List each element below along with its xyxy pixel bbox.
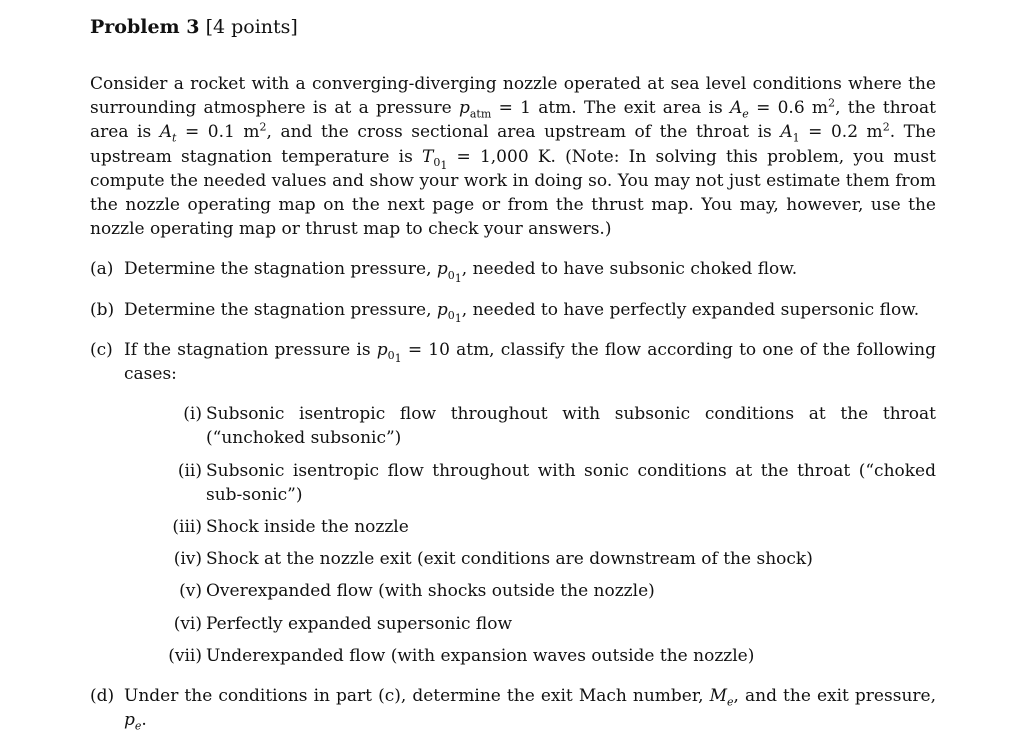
math-sub-digit: 0 <box>447 309 455 323</box>
case-label: (iv) <box>173 549 202 570</box>
math-p: p <box>458 98 470 119</box>
case-label: (vii) <box>168 645 202 666</box>
case-label: (i) <box>183 404 202 425</box>
part-text: = 10 atm, classify the flow according to one of the following cases: <box>124 339 937 385</box>
flow-case-item <box>160 644 936 668</box>
case-label: (iii) <box>172 517 202 538</box>
math-sub <box>447 268 462 285</box>
case-text: Subsonic isentropic flow throughout with sonic conditions at the throat (“choked sub-sonic”) <box>206 460 936 505</box>
math-sub: e <box>134 719 142 733</box>
math-subsub: 1 <box>454 272 462 285</box>
intro-text: Consider a rocket with a converging-diverging nozzle operated at sea level conditions where the surrounding atmosphere is at a pressure <box>90 74 936 119</box>
flow-case-item <box>160 547 936 571</box>
case-text: Shock inside the nozzle <box>206 517 409 538</box>
part-text: , and the exit pressure, <box>733 686 936 707</box>
part-text: Determine the stagnation pressure, <box>124 299 437 320</box>
math-sub <box>387 349 402 366</box>
part-text: Determine the stagnation pressure, <box>124 259 437 280</box>
math-sup: 2 <box>882 120 890 134</box>
math-sub-digit: 0 <box>387 349 395 363</box>
part-text: . <box>141 710 147 731</box>
flow-case-item <box>160 402 936 450</box>
math-sub-digit: 0 <box>433 156 441 169</box>
math-p: p <box>376 339 388 360</box>
part-text: , needed to have subsonic choked flow. <box>461 259 798 280</box>
part-d <box>90 684 936 732</box>
intro-text: , the throat area is <box>90 98 936 143</box>
part-label: (c) <box>90 339 113 360</box>
math-sub-digit: 0 <box>447 268 455 282</box>
case-text: Underexpanded flow (with expansion waves outside the nozzle) <box>206 645 755 666</box>
math-a: A <box>780 122 793 143</box>
math-t: T <box>422 146 434 167</box>
case-text: Perfectly expanded supersonic flow <box>206 613 512 634</box>
part-text: If the stagnation pressure is <box>124 339 377 360</box>
flow-case-item <box>160 612 936 636</box>
problem-points: [4 points] <box>205 16 298 38</box>
math-p: p <box>436 299 448 320</box>
problem-intro <box>90 72 936 241</box>
part-text: Under the conditions in part (c), determine the exit Mach number, <box>124 686 710 707</box>
math-sup: 2 <box>259 120 267 134</box>
problem-heading <box>90 14 936 40</box>
math-sub: e <box>727 695 734 709</box>
math-subsub: 1 <box>454 312 462 326</box>
math-a: A <box>159 122 172 143</box>
intro-text: = 1 atm. The exit area is <box>491 98 730 119</box>
math-sub: t <box>172 131 177 145</box>
part-b <box>90 298 936 326</box>
part-text: , needed to have perfectly expanded supersonic flow. <box>461 299 920 320</box>
case-text: Shock at the nozzle exit (exit conditions are downstream of the shock) <box>206 549 813 570</box>
math-subsub: 1 <box>440 159 448 173</box>
problem-page <box>90 14 936 732</box>
intro-text: , and the cross sectional area upstream of the throat is <box>266 122 781 143</box>
intro-text: = 0.2 m <box>799 122 883 143</box>
math-sub: atm <box>469 107 492 121</box>
problem-title: Problem 3 <box>90 16 200 38</box>
intro-text: = 0.6 m <box>748 98 829 119</box>
math-subsub: 1 <box>394 352 402 366</box>
flow-case-list <box>160 402 936 668</box>
math-sup: 2 <box>828 96 836 110</box>
math-sub: e <box>742 107 749 121</box>
math-m: M <box>709 686 728 707</box>
flow-case-item <box>160 459 936 507</box>
intro-text: = 1,000 K. (Note: In solving this problem, you must compute the needed values and show your work in doing so. You may not just estimate them from the nozzle operating map on the next page or from the thrust map. You may, however, use the nozzle operating map or thrust map to check your answers.) <box>90 146 936 240</box>
part-label: (b) <box>90 299 115 320</box>
math-sub: 1 <box>792 131 800 145</box>
math-a: A <box>730 98 743 119</box>
case-label: (v) <box>179 581 202 602</box>
part-a <box>90 257 936 285</box>
intro-text: . The upstream stagnation temperature is <box>90 122 936 167</box>
case-text: Subsonic isentropic flow throughout with subsonic conditions at the throat (“unchoked subsonic”) <box>206 404 936 449</box>
case-label: (ii) <box>177 460 202 481</box>
part-c <box>90 338 936 668</box>
flow-case-item <box>160 515 936 539</box>
case-label: (vi) <box>173 613 202 634</box>
part-label: (a) <box>90 259 114 280</box>
math-sub <box>433 156 448 173</box>
math-p: p <box>436 259 448 280</box>
intro-text: = 0.1 m <box>176 122 260 143</box>
math-sub <box>447 309 462 326</box>
part-label: (d) <box>90 686 115 707</box>
case-text: Overexpanded flow (with shocks outside the nozzle) <box>206 581 655 602</box>
math-p: p <box>124 710 135 731</box>
flow-case-item <box>160 579 936 603</box>
